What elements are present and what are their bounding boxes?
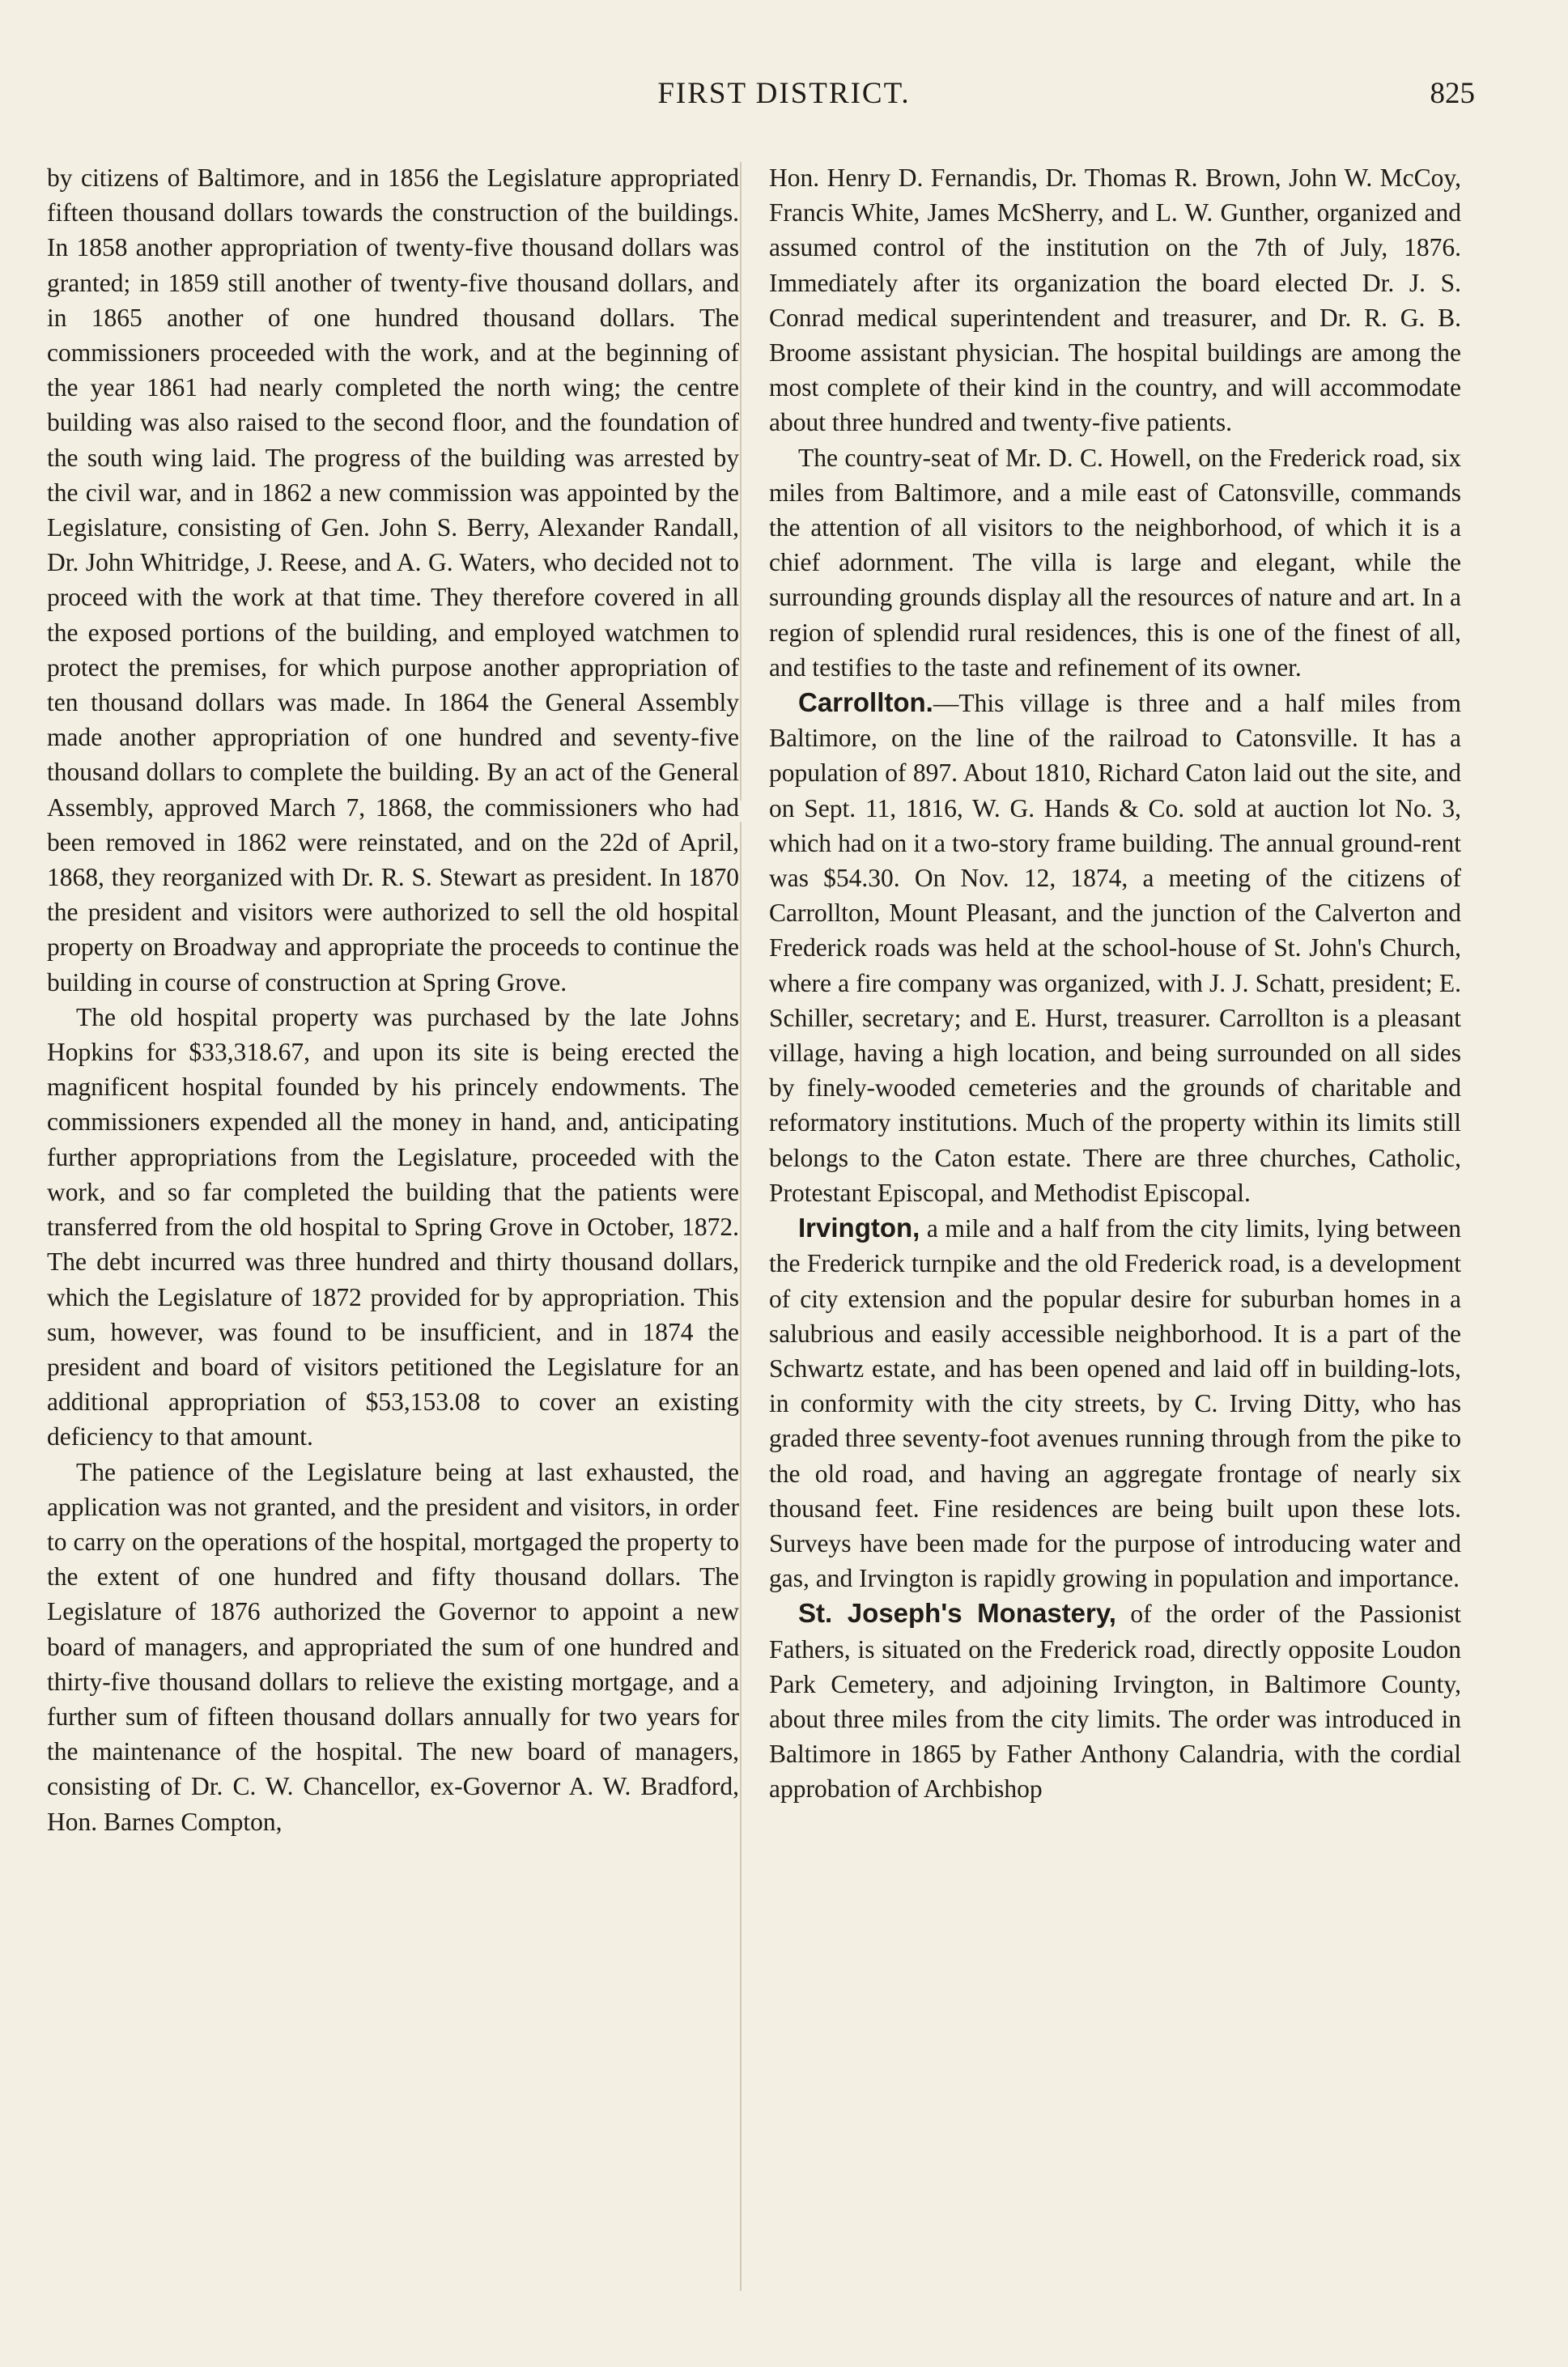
section-carrollton bbox=[769, 685, 1461, 1210]
running-head: FIRST DISTRICT. bbox=[657, 77, 911, 110]
section-heading: St. Joseph's Monastery, bbox=[798, 1598, 1116, 1629]
paragraph: by citizens of Baltimore, and in 1856 the Legislature appropriated fifteen thousand dollars towards the construction of the buildings. In 1858 another appropriation of twenty-five thousand dollars was granted; in 1859 still another of twenty-five thousand dollars, and in 1865 another of one hundred thousand dollars. The commissioners proceeded with the work, and at the beginning of the year 1861 had nearly completed the north wing; the centre building was also raised to the second floor, and the foundation of the south wing laid. The progress of the building was arrested by the civil war, and in 1862 a new commission was appointed by the Legislature, consisting of Gen. John S. Berry, Alexander Randall, Dr. John Whitridge, J. Reese, and A. G. Waters, who decided not to proceed with the work at that time. They therefore covered in all the exposed portions of the building, and employed watchmen to protect the premises, for which purpose another appropriation of ten thousand dollars was made. In 1864 the General Assembly made another appropriation of one hundred and seventy-five thousand dollars to complete the building. By an act of the General Assembly, approved March 7, 1868, the commissioners who had been removed in 1862 were reinstated, and on the 22d of April, 1868, they reorganized with Dr. R. S. Stewart as president. In 1870 the president and visitors were authorized to sell the old hospital property on Broadway and appropriate the proceeds to continue the building in course of construction at Spring Grove. bbox=[47, 164, 739, 997]
paragraph: The patience of the Legislature being at last exhausted, the application was not granted, and the president and visitors, in order to carry on the operations of the hospital, mortgaged the property to the extent of one hundred and fifty thousand dollars. The Legislature of 1876 authorized the Governor to appoint a new board of managers, and appropriated the sum of one hundred and thirty-five thousand dollars to relieve the existing mortgage, and a further sum of fifteen thousand dollars annually for two years for the maintenance of the hospital. The new board of managers, consisting of Dr. C. W. Chancellor, ex-Governor A. W. Bradford, Hon. Barnes Compton, bbox=[47, 1457, 739, 1836]
left-column bbox=[47, 160, 739, 1839]
section-text: of the order of the Passionist Fathers, is situated on the Frederick road, directly opposite Loudon Park Cemetery, and adjoining Irvington, in Baltimore County, about three miles from the city limits. The order was introduced in Baltimore in 1865 by Father Anthony Calandria, with the cordial approbation of Archbishop bbox=[769, 1600, 1462, 1804]
section-heading: Irvington, bbox=[798, 1213, 920, 1243]
paragraph: The old hospital property was purchased by the late Johns Hopkins for $33,318.67, and upon its site is being erected the magnificent hospital founded by his princely endowments. The commissioners expended all the money in hand, and, anticipating further appropriations from the Legislature, proceeded with the work, and so far completed the building that the patients were transferred from the old hospital to Spring Grove in October, 1872. The debt incurred was three hundred and thirty thousand dollars, which the Legislature of 1872 provided for by appropriation. This sum, however, was found to be insufficient, and in 1874 the president and board of visitors petitioned the Legislature for an additional appropriation of $53,153.08 to cover an existing deficiency to that amount. bbox=[47, 1002, 739, 1451]
page-number: 825 bbox=[1430, 77, 1475, 110]
page-header bbox=[49, 70, 1519, 118]
column-divider bbox=[740, 162, 742, 2291]
section-irvington bbox=[769, 1210, 1461, 1596]
paragraph: The country-seat of Mr. D. C. Howell, on the Frederick road, six miles from Baltimore, and a mile east of Catonsville, commands the attention of all visitors to the neighborhood, of which it is a chief adornment. The villa is large and elegant, while the surrounding grounds display all the resources of nature and art. In a region of splendid rural residences, this is one of the finest of all, and testifies to the taste and refinement of its owner. bbox=[769, 443, 1461, 682]
section-st-josephs bbox=[769, 1596, 1461, 1806]
section-heading: Carrollton. bbox=[798, 687, 933, 718]
right-column bbox=[769, 160, 1461, 1807]
paragraph: Hon. Henry D. Fernandis, Dr. Thomas R. Brown, John W. McCoy, Francis White, James McSherry, and L. W. Gunther, organized and assumed control of the institution on the 7th of July, 1876. Immediately after its organization the board elected Dr. J. S. Conrad medical superintendent and treasurer, and Dr. R. G. B. Broome assistant physician. The hospital buildings are among the most complete of their kind in the country, and will accommodate about three hundred and twenty-five patients. bbox=[769, 164, 1461, 437]
section-text: —This village is three and a half miles from Baltimore, on the line of the railroad to Catonsville. It has a population of 897. About 1810, Richard Caton laid out the site, and on Sept. 11, 1816, W. G. Hands & Co. sold at auction lot No. 3, which had on it a two-story frame building. The annual ground-rent was $54.30. On Nov. 12, 1874, a meeting of the citizens of Carrollton, Mount Pleasant, and the junction of the Calverton and Frederick roads was held at the school-house of St. John's Church, where a fire company was organized, with J. J. Schatt, president; E. Schiller, secretary; and E. Hurst, treasurer. Carrollton is a pleasant village, having a high location, and being surrounded on all sides by finely-wooded cemeteries and the grounds of charitable and reformatory institutions. Much of the property within its limits still belongs to the Caton estate. There are three churches, Catholic, Protestant Episcopal, and Methodist Episcopal. bbox=[769, 689, 1461, 1207]
section-text: a mile and a half from the city limits, lying between the Frederick turnpike and the old Frederick road, is a development of city extension and the popular desire for suburban homes in a salubrious and easily accessible neighborhood. It is a part of the Schwartz estate, and has been opened and laid off in building-lots, in conformity with the city streets, by C. Irving Ditty, who has graded three seventy-foot avenues running through from the pike to the old road, and having an aggregate frontage of nearly six thousand feet. Fine residences are being built upon these lots. Surveys have been made for the purpose of introducing water and gas, and Irvington is rapidly growing in population and importance. bbox=[769, 1214, 1461, 1593]
